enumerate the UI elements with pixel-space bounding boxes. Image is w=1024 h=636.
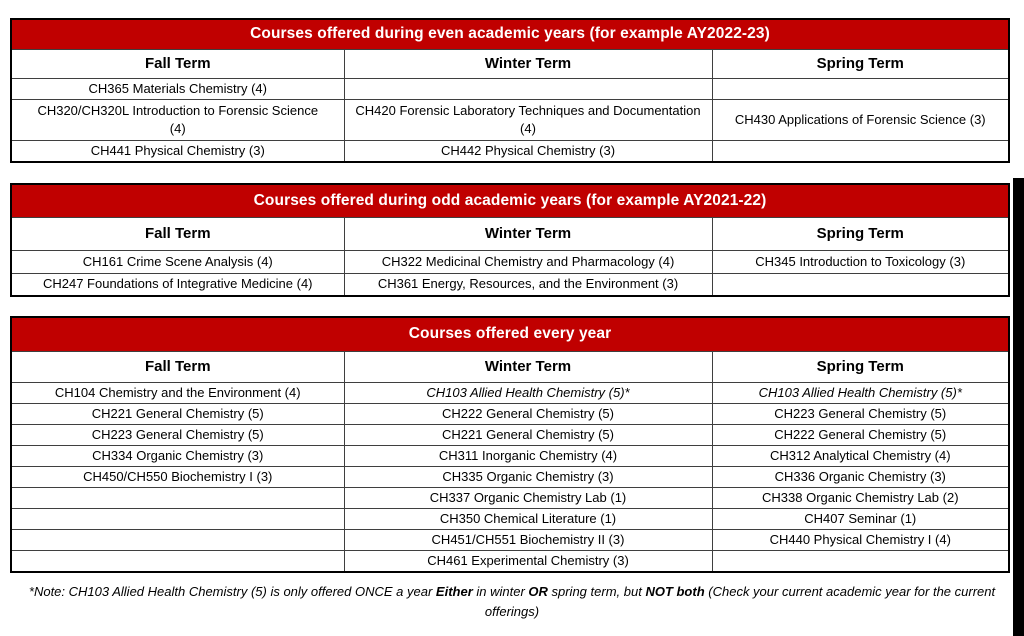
course-cell [11,529,344,550]
table-row [11,273,1009,296]
table-row [11,508,1009,529]
table-title-row [11,19,1009,49]
course-cell: CH103 Allied Health Chemistry (5)* [712,382,1009,403]
course-cell: CH104 Chemistry and the Environment (4) [11,382,344,403]
table-title-row [11,317,1009,351]
table-title: Courses offered during odd academic years (for example AY2021-22) [11,184,1009,217]
course-cell: CH337 Organic Chemistry Lab (1) [344,487,712,508]
table-row [11,466,1009,487]
course-cell [712,550,1009,572]
column-header-fall: Fall Term [11,351,344,382]
course-cell: CH221 General Chemistry (5) [11,403,344,424]
course-cell: CH336 Organic Chemistry (3) [712,466,1009,487]
table-row [11,403,1009,424]
course-cell: CH222 General Chemistry (5) [344,403,712,424]
course-cell: CH345 Introduction to Toxicology (3) [712,250,1009,273]
table-row [11,529,1009,550]
course-cell [11,99,344,140]
course-cell: CH461 Experimental Chemistry (3) [344,550,712,572]
column-header-fall: Fall Term [11,49,344,78]
course-cell [344,78,712,99]
table-row [11,382,1009,403]
course-cell: CH407 Seminar (1) [712,508,1009,529]
column-header-row [11,217,1009,250]
even-years-table [10,18,1010,163]
course-cell: CH420 Forensic Laboratory Techniques and Documentation (4) [344,99,712,140]
course-cell: CH334 Organic Chemistry (3) [11,445,344,466]
table-row [11,250,1009,273]
course-cell: CH430 Applications of Forensic Science (3) [712,99,1009,140]
course-cell: CH450/CH550 Biochemistry I (3) [11,466,344,487]
course-cell: CH442 Physical Chemistry (3) [344,140,712,162]
footnote-text: in winter [472,584,529,599]
footnote-text: spring term, but [547,584,646,599]
course-cell [11,550,344,572]
course-cell [712,140,1009,162]
course-cell: CH247 Foundations of Integrative Medicine (4) [11,273,344,296]
table-row [11,78,1009,99]
column-header-row [11,351,1009,382]
course-cell: CH451/CH551 Biochemistry II (3) [344,529,712,550]
table-row [11,140,1009,162]
course-cell [712,273,1009,296]
course-cell: CH361 Energy, Resources, and the Environment (3) [344,273,712,296]
table-title: Courses offered during even academic years (for example AY2022-23) [11,19,1009,49]
course-cell: CH440 Physical Chemistry I (4) [712,529,1009,550]
course-cell: CH365 Materials Chemistry (4) [11,78,344,99]
column-header-fall: Fall Term [11,217,344,250]
course-cell: CH222 General Chemistry (5) [712,424,1009,445]
column-header-winter: Winter Term [344,217,712,250]
course-cell: CH312 Analytical Chemistry (4) [712,445,1009,466]
course-cell: CH221 General Chemistry (5) [344,424,712,445]
table-row [11,424,1009,445]
footnote-bold-not-both: NOT both [645,584,705,599]
course-text: CH320/CH320L Introduction to Forensic Science (4) [37,102,319,136]
column-header-spring: Spring Term [712,217,1009,250]
course-cell: CH441 Physical Chemistry (3) [11,140,344,162]
every-year-table [10,316,1010,573]
course-cell [11,487,344,508]
footnote-bold-either: Either [435,584,473,599]
footnote [0,582,1024,622]
course-cell [11,508,344,529]
column-header-spring: Spring Term [712,351,1009,382]
table-row [11,550,1009,572]
odd-years-table [10,183,1010,297]
course-cell: CH311 Inorganic Chemistry (4) [344,445,712,466]
black-edge-bar [1013,178,1024,636]
column-header-spring: Spring Term [712,49,1009,78]
course-cell: CH223 General Chemistry (5) [712,403,1009,424]
course-cell: CH161 Crime Scene Analysis (4) [11,250,344,273]
course-cell: CH335 Organic Chemistry (3) [344,466,712,487]
table-row [11,487,1009,508]
column-header-winter: Winter Term [344,49,712,78]
course-cell: CH322 Medicinal Chemistry and Pharmacology (4) [344,250,712,273]
course-cell: CH103 Allied Health Chemistry (5)* [344,382,712,403]
table-title: Courses offered every year [11,317,1009,351]
footnote-text: (Check your current academic year for the current offerings) [484,584,996,619]
course-cell: CH350 Chemical Literature (1) [344,508,712,529]
column-header-row [11,49,1009,78]
footnote-text: *Note: CH103 Allied Health Chemistry (5) is only offered ONCE a year [28,584,436,599]
course-cell: CH223 General Chemistry (5) [11,424,344,445]
course-cell: CH338 Organic Chemistry Lab (2) [712,487,1009,508]
table-title-row [11,184,1009,217]
footnote-bold-or: OR [528,584,548,599]
table-row [11,445,1009,466]
column-header-winter: Winter Term [344,351,712,382]
table-row [11,99,1009,140]
course-cell [712,78,1009,99]
